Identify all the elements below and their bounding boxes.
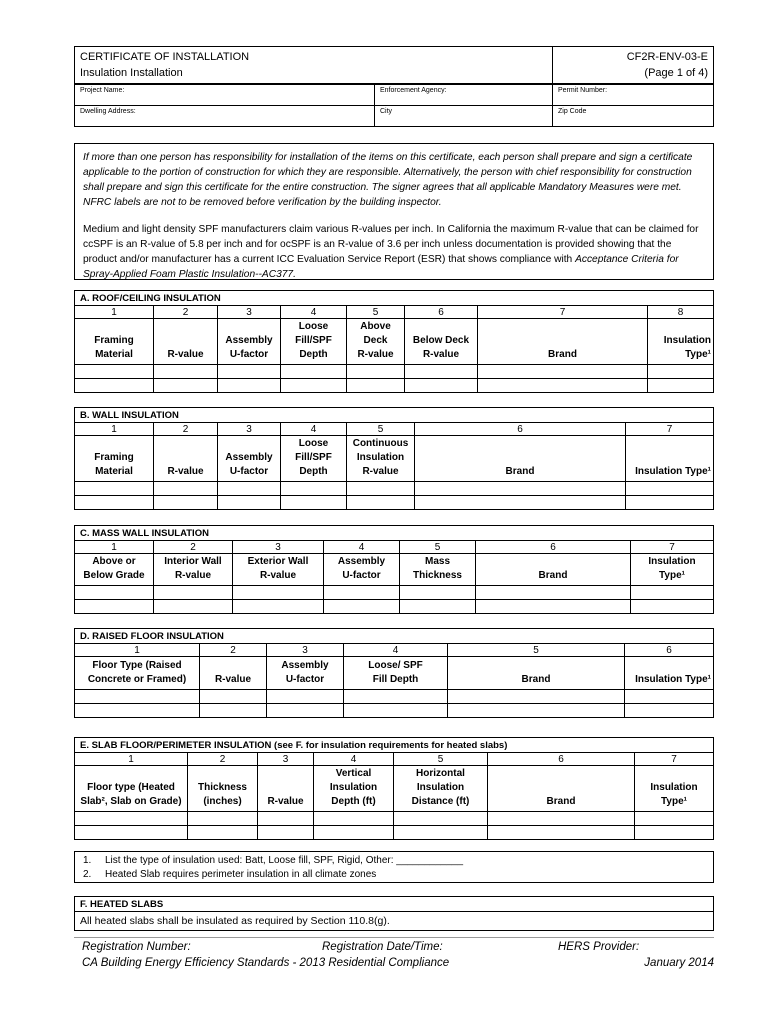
column-heading: Assembly U-factor — [324, 554, 400, 586]
responsibility-paragraph: If more than one person has responsibility for installation of the items on this certificate, each person shall prepare and sign a certificate applicable to the portion of construction for which they are responsible. Alternatively, the person with chief responsibility for construction shall prepare and sign this certificate for the entire construction. The signer agrees that all applicable Mandatory Measures were met. NFRC labels are not to be removed before verification by the building inspector. — [83, 152, 693, 208]
column-number: 7 — [631, 541, 714, 554]
table-row[interactable] — [75, 600, 714, 614]
column-heading: Exterior Wall R-value — [233, 554, 324, 586]
column-heading: Brand — [448, 657, 625, 690]
footnote-1: 1. List the type of insulation used: Batt, Loose fill, SPF, Rigid, Other: ____________ — [83, 855, 464, 866]
table-row[interactable] — [75, 690, 714, 704]
column-heading: Assembly U-factor — [218, 436, 281, 482]
column-number: 4 — [281, 306, 347, 319]
column-heading: Framing Material — [75, 319, 154, 365]
column-heading: Brand — [488, 766, 635, 812]
column-number: 1 — [75, 306, 154, 319]
column-number: 6 — [488, 753, 635, 766]
table-row[interactable] — [75, 496, 714, 510]
section-c-mass-wall — [74, 525, 714, 614]
column-number: 5 — [347, 306, 405, 319]
section-e-slab-floor — [74, 737, 714, 840]
section-d-raised-floor — [74, 628, 714, 718]
column-heading: Insulation Type¹ — [635, 766, 714, 812]
table-row[interactable] — [75, 812, 714, 826]
section-a-title: A. ROOF/CEILING INSULATION — [75, 291, 714, 306]
installation-notice — [74, 143, 714, 280]
column-number: 5 — [394, 753, 488, 766]
column-heading: Insulation Type¹ — [626, 436, 714, 482]
registration-number: Registration Number: — [82, 941, 191, 953]
heated-slab-requirement: All heated slabs shall be insulated as required by Section 110.8(g). — [75, 912, 714, 931]
spf-paragraph: Medium and light density SPF manufacturers claim various R-values per inch. In California the maximum R-value that can be claimed for ccSPF is an R-value of 5.8 per inch and for ocSPF is an R-value of 3.6 per inch unless documentation is provided showing that the product and/or manufacturer has a current ICC Evaluation Service Report (ESR) that shows compliance with Acceptance Criteria for Spray-Applied Foam Plastic Insulation--AC377. — [83, 224, 699, 280]
column-number: 3 — [258, 753, 314, 766]
dwelling-address-field[interactable]: Dwelling Address: — [75, 106, 375, 127]
column-number: 7 — [478, 306, 648, 319]
column-number: 3 — [218, 423, 281, 436]
certificate-title: CERTIFICATE OF INSTALLATION — [75, 47, 553, 66]
table-row[interactable] — [75, 826, 714, 840]
column-heading: Above or Below Grade — [75, 554, 154, 586]
section-c-title: C. MASS WALL INSULATION — [75, 526, 714, 541]
section-f-title: F. HEATED SLABS — [75, 897, 714, 912]
section-b-wall — [74, 407, 714, 510]
column-heading: Insulation Type¹ — [625, 657, 714, 690]
column-number: 4 — [281, 423, 347, 436]
column-heading: R-value — [200, 657, 267, 690]
column-heading: Brand — [478, 319, 648, 365]
column-heading: R-value — [258, 766, 314, 812]
column-number: 2 — [154, 306, 218, 319]
form-subtitle: Insulation Installation — [75, 65, 553, 84]
column-number: 5 — [448, 644, 625, 657]
column-heading: Interior Wall R-value — [154, 554, 233, 586]
footer-date: January 2014 — [644, 957, 714, 969]
standards-reference: CA Building Energy Efficiency Standards - 2013 Residential Compliance — [82, 957, 450, 969]
project-name-field[interactable]: Project Name: — [75, 85, 375, 106]
permit-number-field[interactable]: Permit Number: — [553, 85, 714, 106]
column-heading: Insulation Type¹ — [631, 554, 714, 586]
section-d-title: D. RAISED FLOOR INSULATION — [75, 629, 714, 644]
column-heading: Assembly U-factor — [218, 319, 281, 365]
section-e-title: E. SLAB FLOOR/PERIMETER INSULATION (see F. for insulation requirements for heated slabs) — [75, 738, 714, 753]
column-heading: Loose/ SPF Fill Depth — [344, 657, 448, 690]
form-code: CF2R-ENV-03-E — [553, 47, 714, 66]
column-heading: Vertical Insulation Depth (ft) — [314, 766, 394, 812]
column-heading: Framing Material — [75, 436, 154, 482]
footer-divider — [74, 937, 714, 938]
column-heading: Loose Fill/SPF Depth — [281, 436, 347, 482]
column-number: 4 — [314, 753, 394, 766]
column-number: 3 — [267, 644, 344, 657]
table-row[interactable] — [75, 704, 714, 718]
column-heading: Horizontal Insulation Distance (ft) — [394, 766, 488, 812]
column-number: 1 — [75, 644, 200, 657]
column-number: 6 — [625, 644, 714, 657]
column-number: 4 — [344, 644, 448, 657]
column-number: 5 — [347, 423, 415, 436]
column-heading: Assembly U-factor — [267, 657, 344, 690]
column-number: 6 — [476, 541, 631, 554]
column-heading: Below Deck R-value — [405, 319, 478, 365]
column-heading: R-value — [154, 436, 218, 482]
column-heading: Floor Type (Raised Concrete or Framed) — [75, 657, 200, 690]
insulation-footnotes — [74, 851, 714, 883]
column-heading: Brand — [415, 436, 626, 482]
section-a-roof-ceiling — [74, 290, 714, 393]
column-heading: Mass Thickness — [400, 554, 476, 586]
column-number: 2 — [188, 753, 258, 766]
table-row[interactable] — [75, 586, 714, 600]
table-row[interactable] — [75, 379, 714, 393]
column-number: 6 — [405, 306, 478, 319]
column-number: 2 — [154, 541, 233, 554]
column-number: 1 — [75, 753, 188, 766]
column-heading: Brand — [476, 554, 631, 586]
registration-date-time: Registration Date/Time: — [322, 941, 443, 953]
column-number: 2 — [154, 423, 218, 436]
city-field[interactable]: City — [375, 106, 553, 127]
column-heading: R-value — [154, 319, 218, 365]
column-number: 3 — [233, 541, 324, 554]
hers-provider: HERS Provider: — [558, 941, 640, 953]
column-number: 4 — [324, 541, 400, 554]
column-heading: Loose Fill/SPF Depth — [281, 319, 347, 365]
footnote-2: 2. Heated Slab requires perimeter insulation in all climate zones — [83, 869, 377, 880]
certificate-header — [74, 46, 714, 127]
table-row[interactable] — [75, 365, 714, 379]
zip-code-field[interactable]: Zip Code — [553, 106, 714, 127]
column-heading: Above Deck R-value — [347, 319, 405, 365]
section-b-title: B. WALL INSULATION — [75, 408, 714, 423]
column-heading: Insulation Type¹ — [648, 319, 714, 365]
column-number: 2 — [200, 644, 267, 657]
column-heading: Floor type (Heated Slab², Slab on Grade) — [75, 766, 188, 812]
column-number: 5 — [400, 541, 476, 554]
enforcement-agency-field[interactable]: Enforcement Agency: — [375, 85, 553, 106]
column-number: 7 — [635, 753, 714, 766]
table-row[interactable] — [75, 482, 714, 496]
column-number: 1 — [75, 541, 154, 554]
column-number: 7 — [626, 423, 714, 436]
column-number: 8 — [648, 306, 714, 319]
section-f-heated-slabs — [74, 896, 714, 931]
column-heading: Continuous Insulation R-value — [347, 436, 415, 482]
page-number: (Page 1 of 4) — [553, 65, 714, 84]
column-number: 3 — [218, 306, 281, 319]
column-number: 1 — [75, 423, 154, 436]
column-number: 6 — [415, 423, 626, 436]
column-heading: Thickness (inches) — [188, 766, 258, 812]
